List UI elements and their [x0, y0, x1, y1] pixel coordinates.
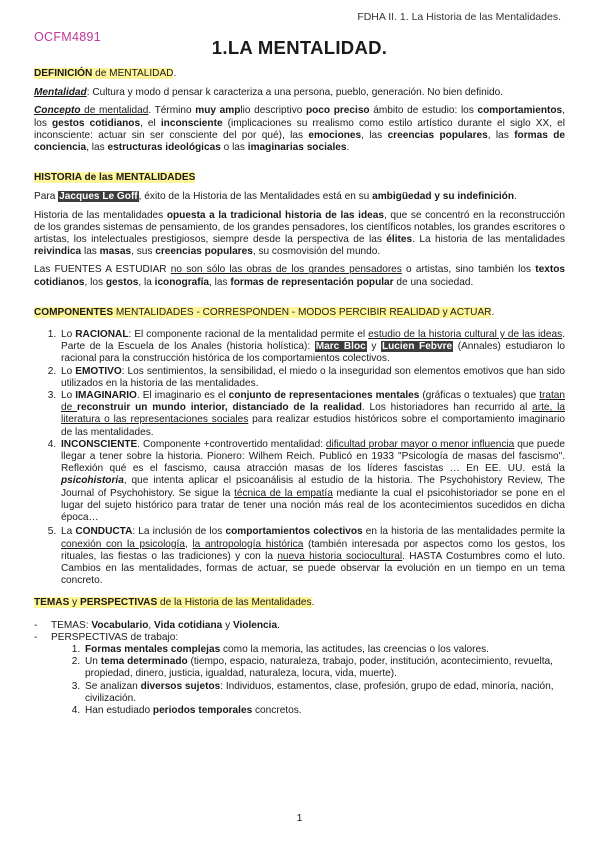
list-item: 3. Lo IMAGINARIO. El imaginario es el conjunto de representaciones mentales (gráficas o textuales) que tratan de reconstruir un mundo interior, distanciado de la realidad. Los historiadores han recurrido al arte, la literatura o las representaciones sociales para realizar estudios históricos sobre el comportamiento imaginario de las mentalidades.: [59, 390, 565, 439]
list-item: - TEMAS: Vocabulario, Vida cotidiana y Violencia.: [34, 620, 565, 632]
section-heading-historia: HISTORIA de las MENTALIDADES: [34, 172, 196, 184]
sources-paragraph: Las FUENTES A ESTUDIAR no son sólo las obras de los grandes pensadores o artistas, sino también los textos cotidianos, los gestos, la iconografía, las formas de representación popular de una sociedad.: [34, 264, 565, 288]
page-number: 1: [296, 812, 303, 824]
section-heading-definicion: DEFINICIÓN de MENTALIDAD.: [34, 68, 177, 79]
list-item: - PERSPECTIVAS de trabajo: 1. Formas mentales complejas como la memoria, las actitudes, las creencias o los valores. 2. Un tema determinado (tiempo, espacio, naturaleza, trabajo, poder, institución, acontecimiento, revuelta, propiedad, dinero, justicia, igualdad, naturaleza, locura, vida, muerte). 3. Se analizan diversos sujetos: Individuos, estamentos, clase, profesión, grupo de edad, minoría, nación, civilización. 4. Han estudiado periodos temporales concretos.: [34, 632, 565, 717]
list-item: 5. La CONDUCTA: La inclusión de los comportamientos colectivos en la historia de las mentalidades permite la conexión con la psicología, la antropología histórica (también interesada por aspectos como los gestos, los rituales, las fiestas o las tradiciones) y con la nueva historia sociocultural. HASTA Costumbres como el luto. Cambios en las mentalidades, formas de actuar, se puede observar la evolución en un tiempo en un tema concreto.: [59, 526, 565, 587]
name-highlight-febvre: Lucien Febvre: [381, 341, 453, 353]
list-item: 1. Formas mentales complejas como la memoria, las actitudes, las creencias o los valores.: [83, 644, 565, 656]
perspectives-list: [51, 644, 565, 717]
components-list: [34, 329, 565, 587]
list-item: 3. Se analizan diversos sujetos: Individuos, estamentos, clase, profesión, grupo de edad, minoría, nación, civilización.: [83, 681, 565, 705]
name-highlight-le-goff: Jacques Le Goff: [59, 191, 138, 203]
section-heading-componentes: COMPONENTES MENTALIDADES - CORRESPONDEN - MODOS PERCIBIR REALIDAD y ACTUAR.: [34, 306, 495, 318]
concept-paragraph: Concepto de mentalidad. Término muy amplio descriptivo poco preciso ámbito de estudio: los comportamientos, los gestos cotidianos, el inconsciente (implicaciones su rrealismo como estilo artístico durante el siglo XX, el inconsciente: actuar sin ser consciente del por qué), las emociones, las creencias populares, las formas de conciencia, las estructuras ideológicas o las imaginarias sociales.: [34, 105, 565, 154]
le-goff-paragraph: Para Jacques Le Goff, éxito de la Historia de las Mentalidades está en su ambigüedad y su indefinición.: [34, 191, 517, 203]
definition-paragraph: Mentalidad: Cultura y modo d pensar k caracteriza a una persona, pueblo, generación. No bien definido.: [34, 87, 504, 99]
section-heading-temas: TEMAS y PERSPECTIVAS de la Historia de las Mentalidades.: [34, 597, 315, 609]
history-ideas-paragraph: Historia de las mentalidades opuesta a la tradicional historia de las ideas, que se concentró en la reconstrucción de los grandes sistemas de pensamiento, de los grandes pensadores, los científicos notables, los grandes escritores o artistas, los intelectuales prestigiosos, siempre desde la perspectiva de las élites. La historia de las mentalidades reivindica las masas, sus creencias populares, su cosmovisión del mundo.: [34, 209, 566, 258]
list-item: 2. Un tema determinado (tiempo, espacio, naturaleza, trabajo, poder, institución, acontecimiento, revuelta, propiedad, dinero, justicia, igualdad, naturaleza, locura, vida, muerte).: [83, 656, 565, 680]
name-highlight-bloc: Marc Bloc: [315, 341, 366, 353]
list-item: 4. Han estudiado periodos temporales concretos.: [83, 705, 565, 717]
document-code: OCFM4891: [34, 30, 102, 44]
list-item: 2. Lo EMOTIVO: Los sentimientos, la sensibilidad, el miedo o la inseguridad son elementos emotivos que han sido utilizados en la historia de las mentalidades.: [59, 366, 565, 390]
content: [34, 68, 565, 717]
list-item: 4. INCONSCIENTE. Componente +controvertido mentalidad: dificultad probar mayor o menor influencia que puede llegar a tener sobre la historia. Pionero: Wilhem Reich. Publicó en 1933 "Psicología de masas del fascismo". Reflexión qué es el fascismo, causa atracción masas de los líderes fascistas … En EE. UU. está la psicohistoria, que intenta aplicar el psicoanálisis al estudio de la historia. The Psychohistory Review, The Journal of Psychohistory. Se sigue la técnica de la empatía mediante la cual el psicohistoriador se pone en el lugar del sujeto histórico para tratar de tener una noción más real de los acontecimientos sucedidos en dicha época…: [59, 439, 565, 524]
list-item: 1. Lo RACIONAL: El componente racional de la mentalidad permite el estudio de la historia cultural y de las ideas. Parte de la Escuela de los Anales (historia holística): Marc Bloc y Lucien Febvre (Annales) estudiaron lo racional para la construcción histórica de los comportamientos colectivos.: [59, 329, 565, 366]
running-header: FDHA II. 1. La Historia de las Mentalidades.: [357, 11, 561, 23]
topics-list: [34, 620, 565, 718]
page-title: 1.LA MENTALIDAD.: [211, 37, 388, 58]
